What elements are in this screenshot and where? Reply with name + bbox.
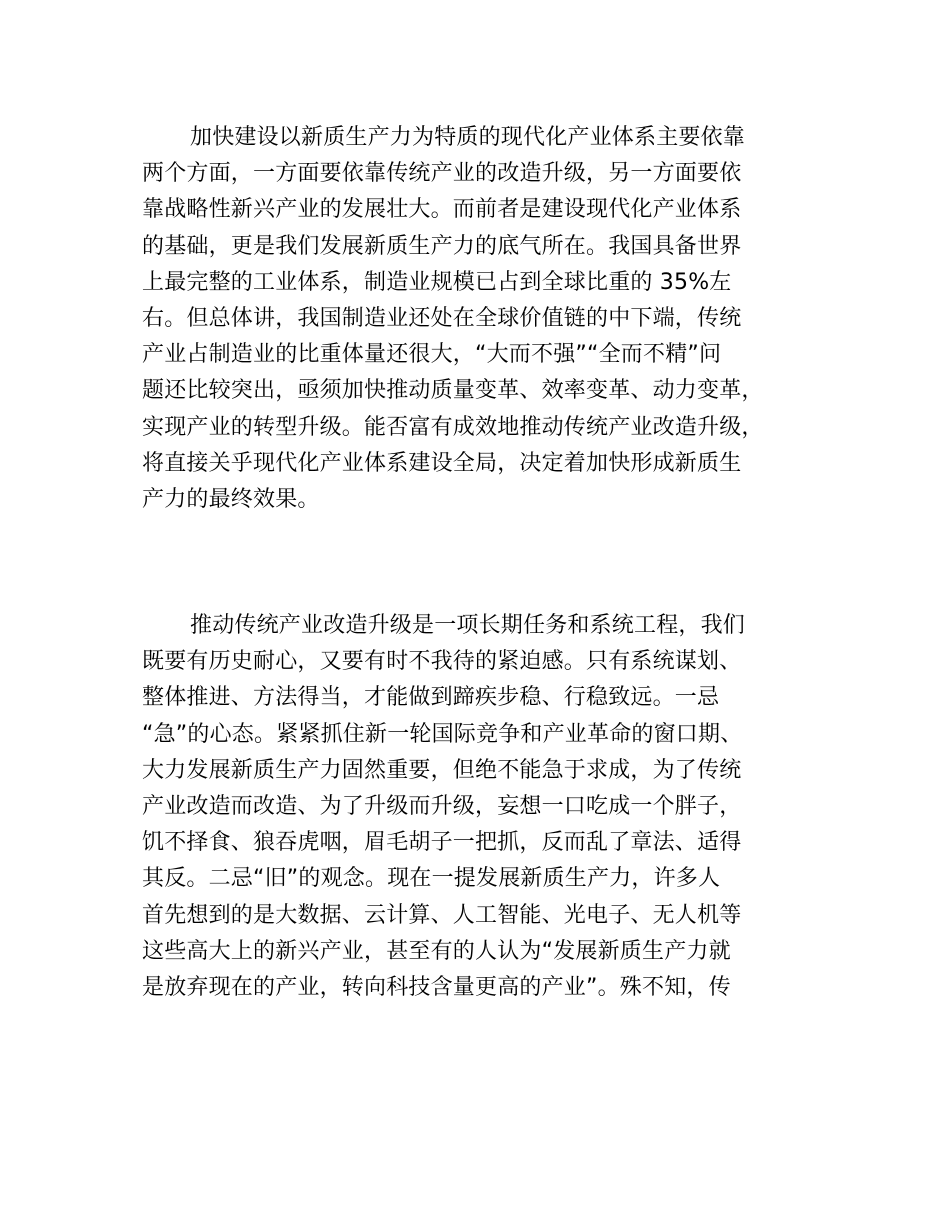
paragraph-2 (142, 610, 842, 1008)
text-line: 产业改造而改造、为了升级而升级，妄想一口吃成一个胖子， (142, 793, 742, 819)
text-line: 大力发展新质生产力固然重要，但绝不能急于求成，为了传统 (142, 757, 742, 783)
text-line: 首先想到的是大数据、云计算、人工智能、光电子、无人机等 (142, 902, 742, 928)
text-line: 右。但总体讲，我国制造业还处在全球价值链的中下端，传统 (142, 305, 742, 331)
text-line: 两个方面，一方面要依靠传统产业的改造升级，另一方面要依 (142, 161, 742, 187)
text-line: 既要有历史耐心，又要有时不我待的紧迫感。只有系统谋划、 (142, 649, 742, 675)
text-line: 其反。二忌“旧”的观念。现在一提发展新质生产力，许多人 (142, 866, 721, 892)
text-line: 靠战略性新兴产业的发展壮大。而前者是建设现代化产业体系 (142, 197, 742, 223)
text-line: 饥不择食、狼吞虎咽，眉毛胡子一把抓，反而乱了章法、适得 (142, 830, 742, 856)
text-line: 产力的最终效果。 (142, 486, 320, 512)
text-line: 将直接关乎现代化产业体系建设全局，决定着加快形成新质生 (142, 450, 742, 476)
text-line: 是放弃现在的产业，转向科技含量更高的产业”。殊不知，传 (142, 974, 731, 1000)
text-line: 的基础，更是我们发展新质生产力的底气所在。我国具备世界 (142, 233, 742, 259)
text-line: 上最完整的工业体系，制造业规模已占到全球比重的 35%左 (142, 269, 732, 295)
text-line: 实现产业的转型升级。能否富有成效地推动传统产业改造升级， (142, 414, 764, 440)
paragraph-1 (142, 122, 842, 520)
text-line: 产业占制造业的比重体量还很大，“大而不强”“全而不精”问 (142, 342, 722, 368)
text-line: 加快建设以新质生产力为特质的现代化产业体系主要依靠 (190, 125, 746, 150)
text-line: 整体推进、方法得当，才能做到蹄疾步稳、行稳致远。一忌 (142, 685, 720, 711)
text-line: “急”的心态。紧紧抓住新一轮国际竞争和产业革命的窗口期、 (142, 721, 743, 747)
text-line: 题还比较突出，亟须加快推动质量变革、效率变革、动力变革， (142, 378, 764, 404)
text-line: 推动传统产业改造升级是一项长期任务和系统工程，我们 (190, 613, 746, 638)
text-line: 这些高大上的新兴产业，甚至有的人认为“发展新质生产力就 (142, 938, 731, 964)
